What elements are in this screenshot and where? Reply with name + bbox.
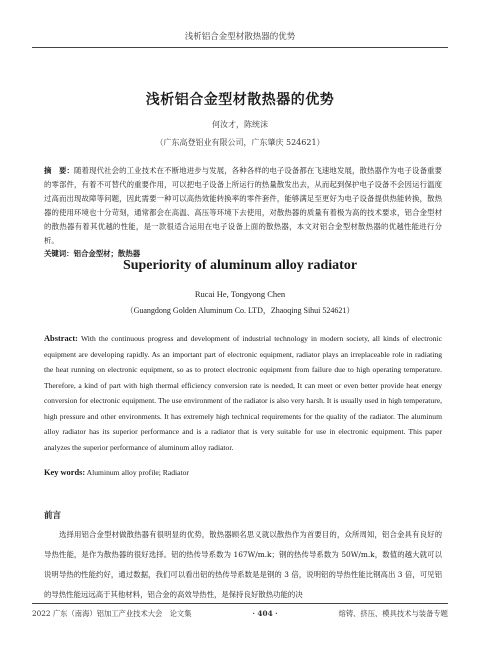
english-abstract-text: With the continuous progress and development of industrial technology in modern society, all kinds of electronic equipment are developing rapidly. As an important part of electronic equipment, radiator plays an irreplaceable role in radiating the heat running on electronic equipment, so as to protect electronic equipment from failure due to high operating temperature. Therefore, a kind of part with high thermal efficiency conversion rate is needed, It can meet or even better provide heat energy conversion for electronic equipment. The use environment of the radiator is also very harsh. It is usually used in high temperature, high pressure and other environments. It has extremely high technical requirements for the quality of the radiator. The aluminum alloy radiator has its superior performance and is a radiator that is very suitable for use in electronic equipment. This paper analyzes the superior performance of aluminum alloy radiator. [44, 334, 442, 452]
body-paragraph: 选择用铝合金型材做散热器有很明显的优势，散热器顾名思义就以散热作为首要目的，众所周知，铝合金具有良好的导热性能，是作为散热器的很好选择。铝的热传导系数为 167W/m.k；钢的热传导系数为 50W/m.k，数值的越大就可以说明导热的性能约好，通过数据，我们可以看出铝的热传导系数是是钢的 3 倍，说明铝的导热性能比钢高出 3 倍，可见铝的导热性能远远高于其他材料，铝合金的高效导热性，是保持良好散热功能的决 [44, 530, 442, 599]
english-keywords [44, 468, 189, 477]
chinese-title: 浅析铝合金型材散热器的优势 [145, 92, 335, 108]
page-footer [32, 603, 448, 619]
chinese-keywords-label: 关键词： [44, 249, 74, 258]
english-authors: Rucai He, Tongyong Chen [194, 289, 286, 299]
running-header: 浅析铝合金型材散热器的优势 [32, 30, 448, 48]
chinese-authors: 何汝才，陈统沫 [212, 120, 268, 129]
english-abstract [44, 331, 442, 455]
footer-topic: 熔铸、挤压、模具技术与装备专题 [338, 609, 448, 618]
english-keywords-text: Aluminum alloy profile; Radiator [86, 468, 189, 477]
chinese-abstract [44, 164, 442, 248]
section-heading-preface: 前言 [44, 511, 62, 521]
english-abstract-label: Abstract: [44, 334, 78, 343]
footer-proceedings: 2022 广东（南海）铝加工产业技术大会 论文集 [32, 609, 192, 618]
page-number: · 404 · [252, 609, 278, 618]
english-keywords-label: Key words: [44, 468, 86, 477]
english-affiliation: （Guangdong Golden Aluminum Co. LTD，Zhaoqing Sihui 524621） [125, 306, 355, 315]
chinese-keywords-text: 铝合金型材；散热器 [73, 249, 141, 258]
chinese-abstract-text: 随着现代社会的工业技术在不断地进步与发展，各种各样的电子设备都在飞速地发展，散热器作为电子设备重要的零部件，有着不可替代的重要作用，可以把电子设备上所运行的热量散发出去，从而起到保护电子设备不会因运行温度过高而出现故障等问题，因此需要一种可以高热效能转换率的零件套件，能够满足至更好为电子设备提供热能转换，散热器的使用环境也十分苛刻，通常都会在高温、高压等环境下去使用，对散热器的质量有着极为高的技术要求，铝合金型材的散热器有着其优越的性能，是一款很适合运用在电子设备上面的散热器，本文对铝合金型材散热器的优越性能进行分析。 [44, 166, 442, 245]
english-title: Superiority of aluminum alloy radiator [122, 258, 358, 273]
chinese-abstract-label: 摘 要： [44, 166, 75, 175]
chinese-affiliation: （广东高登铝业有限公司，广东肇庆 524621） [155, 138, 325, 147]
